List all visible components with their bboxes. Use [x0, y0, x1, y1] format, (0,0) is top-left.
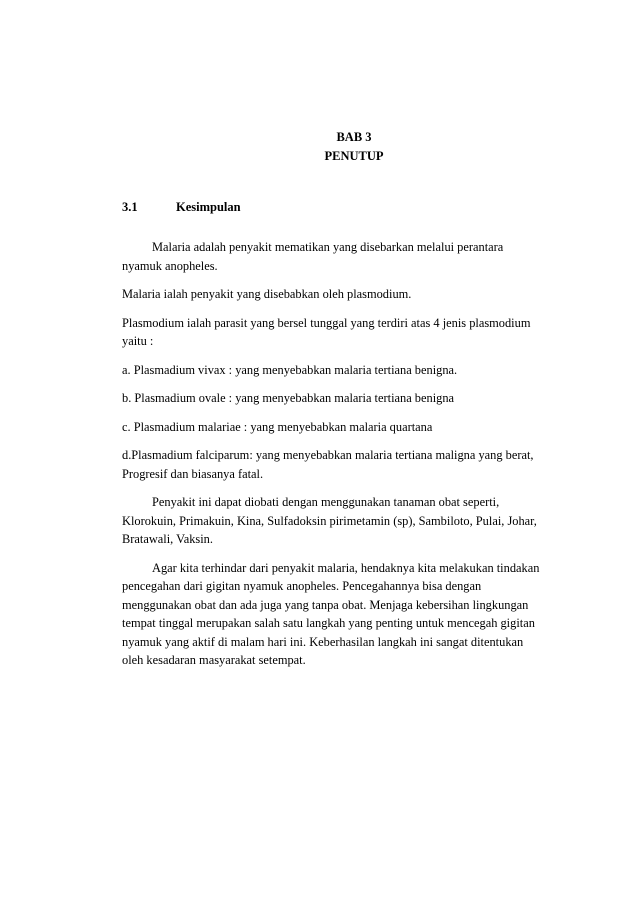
list-item-vivax: a. Plasmadium vivax : yang menyebabkan malaria tertiana benigna.: [122, 362, 458, 377]
paragraph-definition: Malaria adalah penyakit mematikan yang disebarkan melalui perantara nyamuk anopheles.: [122, 240, 504, 273]
paragraph-treatment: Penyakit ini dapat diobati dengan menggunakan tanaman obat seperti, Klorokuin, Primakuin, Kina, Sulfadoksin pirimetamin (sp), Sambiloto, Pulai, Johar, Bratawali, Vaksin.: [122, 495, 537, 546]
list-item-falciparum: d.Plasmadium falciparum: yang menyebabkan malaria tertiana maligna yang berat, Progresif dan biasanya fatal.: [122, 448, 534, 481]
list-item-malariae: c. Plasmadium malariae : yang menyebabkan malaria quartana: [122, 419, 433, 434]
paragraph-cause: Malaria ialah penyakit yang disebabkan oleh plasmodium.: [122, 287, 412, 301]
chapter-title: PENUTUP: [324, 149, 384, 163]
list-item-ovale: b. Plasmadium ovale : yang menyebabkan malaria tertiana benigna: [122, 391, 455, 405]
section-title: Kesimpulan: [176, 200, 241, 214]
section-heading: [122, 199, 241, 215]
section-number: 3.1: [122, 200, 138, 214]
paragraph-prevention: Agar kita terhindar dari penyakit malaria, hendaknya kita melakukan tindakan pencegahan dari gigitan nyamuk anopheles. Pencegahannya bisa dengan menggunakan obat dan ada juga yang tanpa obat. Menjaga kebersihan lingkungan tempat tinggal merupakan salah satu langkah yang penting untuk mencegah gigitan nyamuk yang aktif di malam hari ini. Keberhasilan langkah ini sangat ditentukan oleh kesadaran masyarakat setempat.: [122, 560, 540, 667]
paragraph-plasmodium-types: Plasmodium ialah parasit yang bersel tunggal yang terdiri atas 4 jenis plasmodium yaitu :: [122, 315, 531, 348]
chapter-label: BAB 3: [336, 130, 372, 144]
body-text: [122, 238, 542, 680]
